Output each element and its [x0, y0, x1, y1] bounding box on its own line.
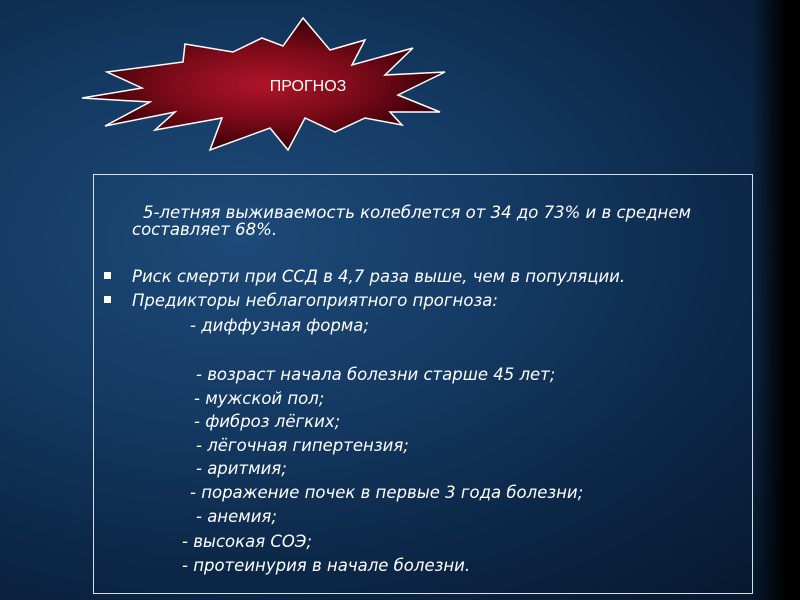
- bullet-risk: Риск смерти при ССД в 4,7 раза выше, чем в популяции.: [132, 267, 626, 286]
- predictor-item: - аритмия;: [196, 459, 287, 478]
- predictor-item: - возраст начала болезни старше 45 лет;: [196, 365, 556, 384]
- bullet-marker: [104, 296, 111, 303]
- predictor-item: - анемия;: [196, 507, 277, 526]
- bullet-marker: [104, 272, 111, 279]
- predictor-item: - поражение почек в первые 3 года болезни;: [190, 483, 584, 502]
- bullet-predictors: Предикторы неблагоприятного прогноза:: [132, 291, 498, 310]
- predictor-item: - лёгочная гипертензия;: [196, 436, 409, 455]
- predictor-item: - высокая СОЭ;: [182, 532, 312, 551]
- predictor-item: - фиброз лёгких;: [194, 412, 341, 431]
- predictor-item: - диффузная форма;: [190, 316, 369, 335]
- predictor-item: - протеинурия в начале болезни.: [182, 556, 471, 575]
- intro-line-1: 5-летняя выживаемость колеблется от 34 до 73% и в среднем: [143, 203, 691, 222]
- predictor-item: - мужской пол;: [194, 389, 325, 408]
- intro-line-2: составляет 68%.: [132, 220, 278, 239]
- slide-title: ПРОГНОЗ: [269, 78, 347, 95]
